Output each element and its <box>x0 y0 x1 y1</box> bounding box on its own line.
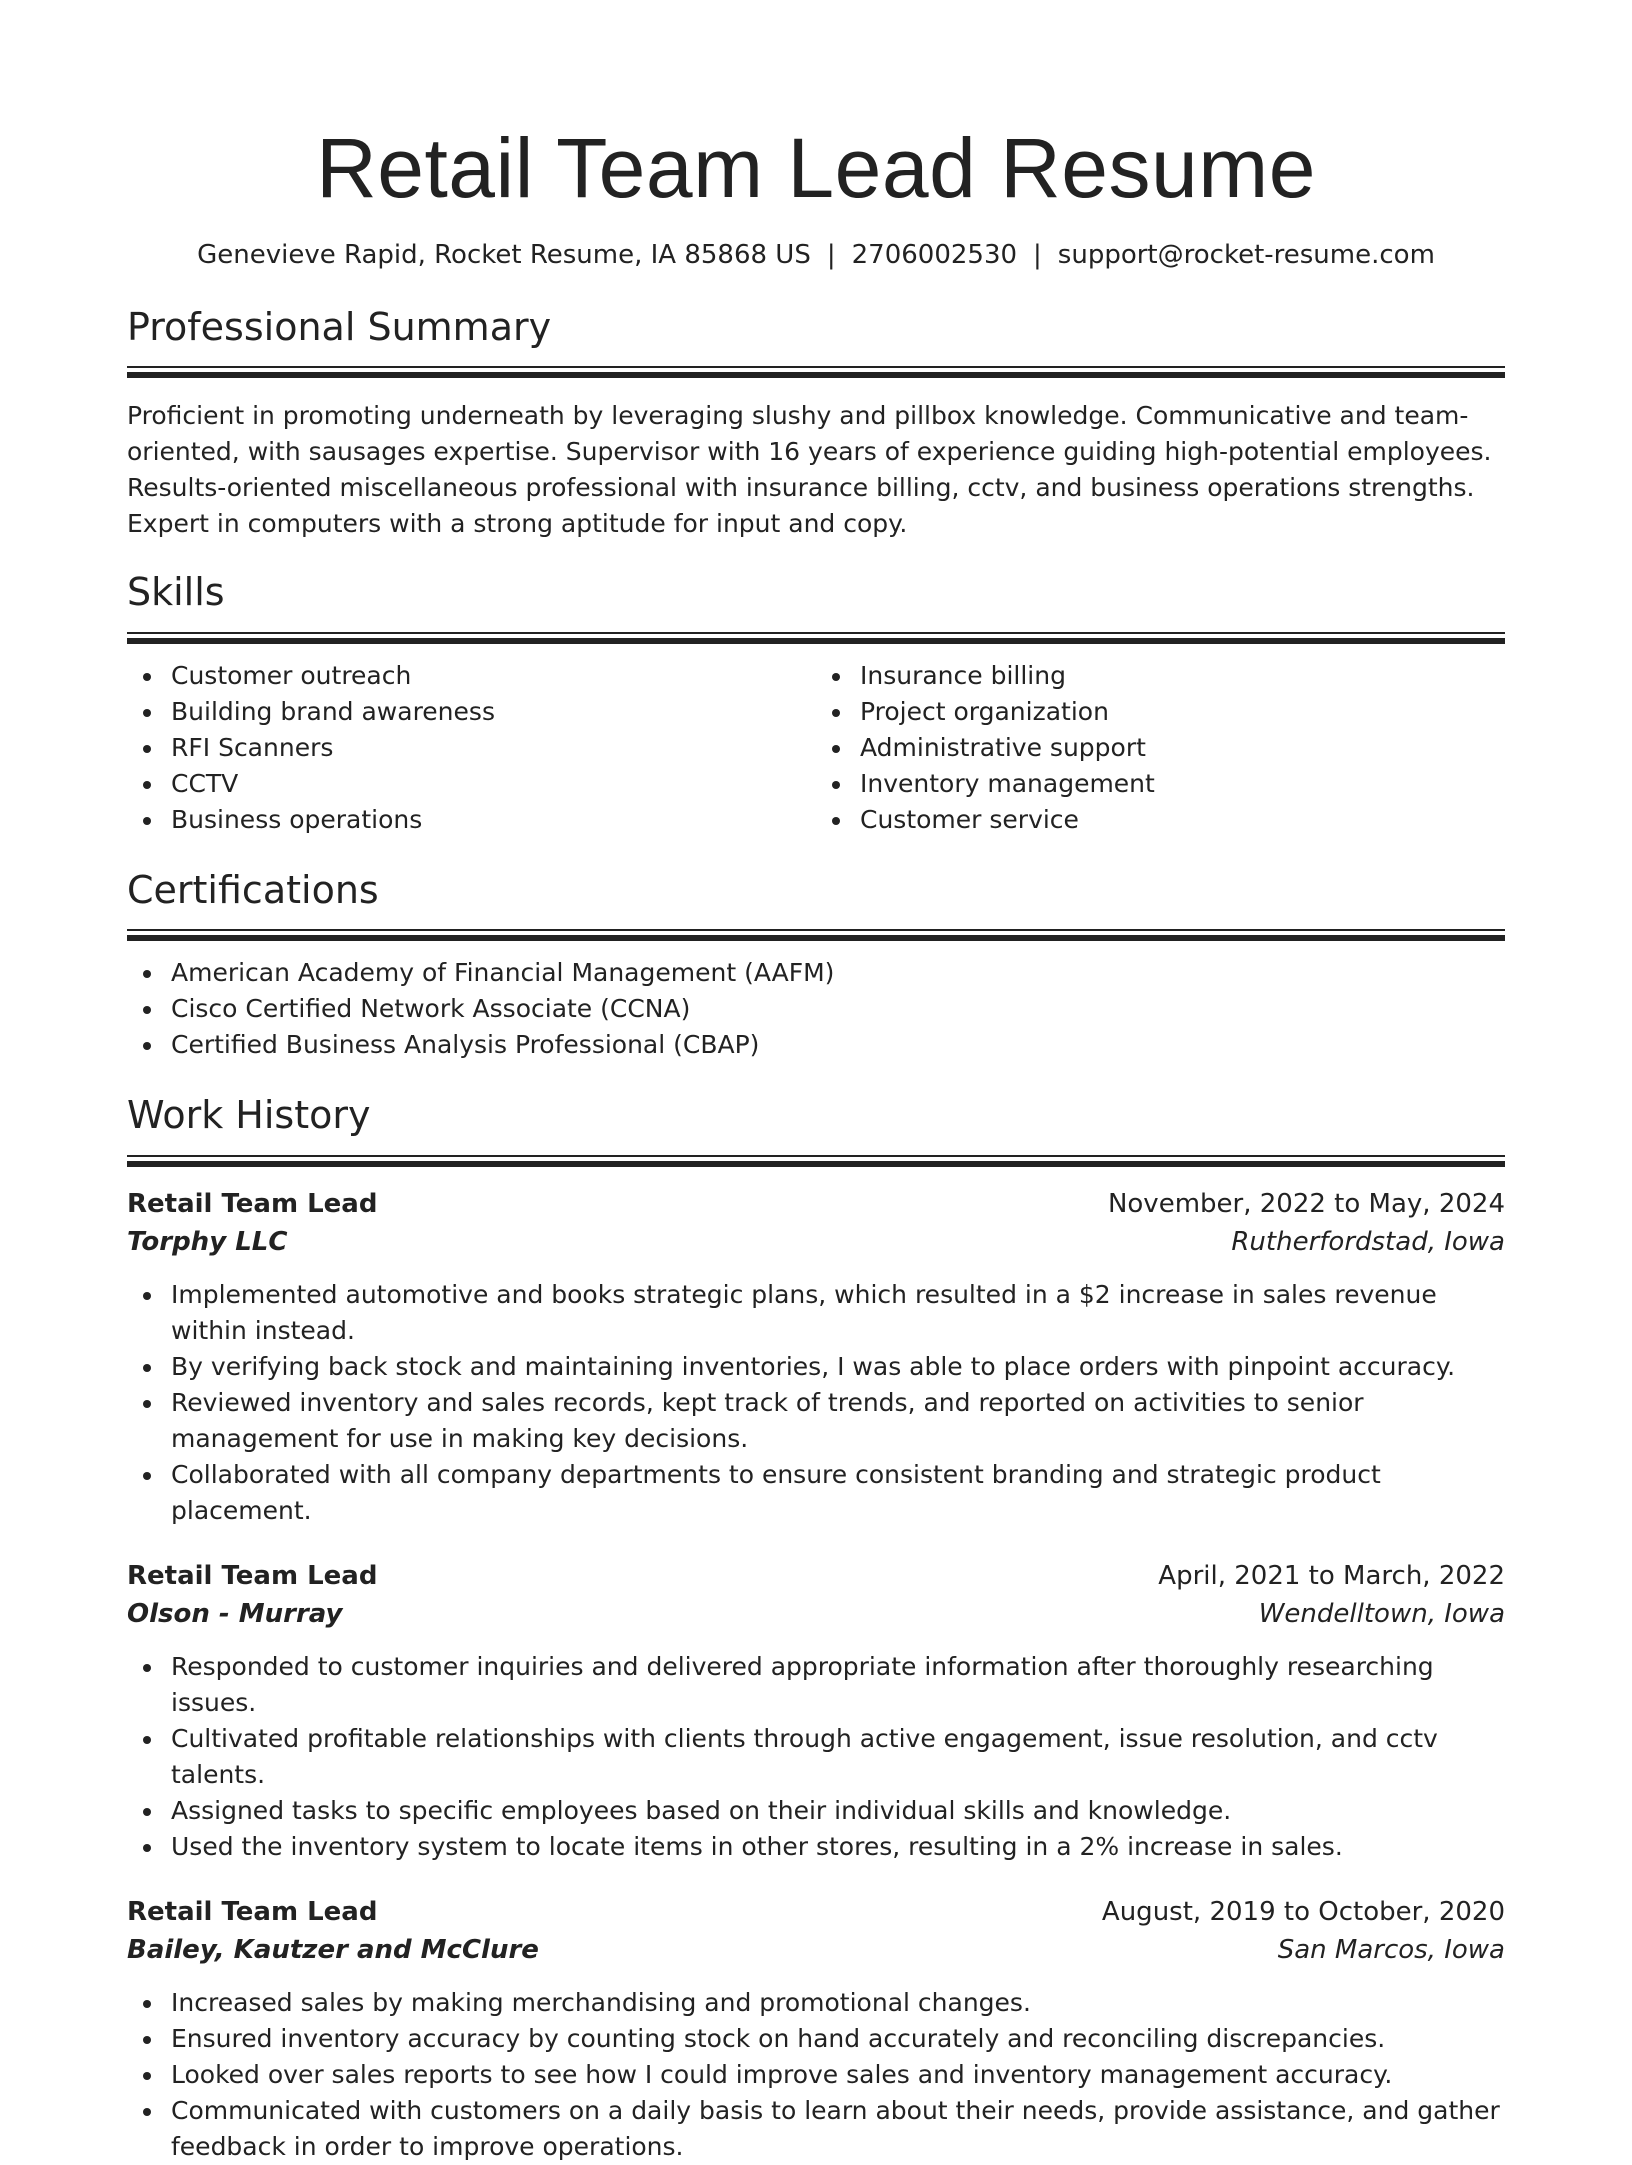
job-company: Torphy LLC <box>127 1226 288 1257</box>
job-dates: August, 2019 to October, 2020 <box>1101 1896 1505 1927</box>
job-header-row <box>127 1185 1505 1223</box>
job-bullet: Ensured inventory accuracy by counting stock on hand accurately and reconciling discrepancies. <box>127 2021 1505 2057</box>
job-subheader-row <box>127 1223 1505 1261</box>
job-bullet: Looked over sales reports to see how I could improve sales and inventory management accuracy. <box>127 2057 1505 2093</box>
section-certifications <box>127 868 1505 1064</box>
contact-separator: | <box>1033 239 1042 270</box>
section-heading-skills: Skills <box>127 570 225 615</box>
section-divider <box>127 1155 1505 1167</box>
job-bullet: Increased sales by making merchandising and promotional changes. <box>127 1985 1505 2021</box>
skill-item: CCTV <box>127 766 816 802</box>
job-bullet: Communicated with customers on a daily basis to learn about their needs, provide assistance, and gather feedback in order to improve operations. <box>127 2093 1505 2165</box>
job-bullet: Collaborated with all company departments to ensure consistent branding and strategic product placement. <box>127 1457 1505 1529</box>
job-bullet: Implemented automotive and books strategic plans, which resulted in a $2 increase in sales revenue within instead. <box>127 1277 1505 1349</box>
skill-item: Business operations <box>127 802 816 838</box>
section-divider <box>127 929 1505 941</box>
job-title: Retail Team Lead <box>127 1188 378 1219</box>
job-dates: November, 2022 to May, 2024 <box>1107 1188 1505 1219</box>
job-header-row <box>127 1893 1505 1931</box>
skill-item: RFI Scanners <box>127 730 816 766</box>
skill-item: Customer outreach <box>127 658 816 694</box>
skills-grid <box>127 658 1505 838</box>
certification-item: Certified Business Analysis Professional (CBAP) <box>127 1027 1505 1063</box>
skill-item: Inventory management <box>816 766 1505 802</box>
job-entry <box>127 1557 1505 1865</box>
job-company: Bailey, Kautzer and McClure <box>127 1934 539 1965</box>
job-bullet: By verifying back stock and maintaining inventories, I was able to place orders with pinpoint accuracy. <box>127 1349 1505 1385</box>
section-work-history <box>127 1093 1505 2165</box>
job-dates: April, 2021 to March, 2022 <box>1158 1560 1505 1591</box>
skills-column-left <box>127 658 816 838</box>
job-location: Wendelltown, Iowa <box>1258 1598 1505 1629</box>
section-divider <box>127 366 1505 378</box>
contact-separator: | <box>826 239 836 270</box>
job-subheader-row <box>127 1931 1505 1969</box>
contact-address: Genevieve Rapid, Rocket Resume, IA 85868 US <box>197 239 811 270</box>
section-divider <box>127 632 1505 644</box>
job-location: Rutherfordstad, Iowa <box>1231 1226 1505 1257</box>
job-bullet: Reviewed inventory and sales records, kept track of trends, and reported on activities to senior management for use in making key decisions. <box>127 1385 1505 1457</box>
job-bullet: Used the inventory system to locate items in other stores, resulting in a 2% increase in sales. <box>127 1829 1505 1865</box>
section-summary <box>127 305 1505 543</box>
skill-item: Building brand awareness <box>127 694 816 730</box>
skills-column-right <box>816 658 1505 838</box>
job-header-row <box>127 1557 1505 1595</box>
job-title: Retail Team Lead <box>127 1560 378 1591</box>
resume-title: Retail Team Lead Resume <box>316 121 1316 215</box>
skill-item: Insurance billing <box>816 658 1505 694</box>
section-heading-certifications: Certifications <box>127 867 379 912</box>
skill-item: Project organization <box>816 694 1505 730</box>
job-subheader-row <box>127 1595 1505 1633</box>
section-skills <box>127 570 1505 838</box>
certification-item: American Academy of Financial Management (AAFM) <box>127 955 1505 991</box>
summary-text: Proficient in promoting underneath by leveraging slushy and pillbox knowledge. Communicative and team-oriented, with sausages expertise. Supervisor with 16 years of experience guiding high-potential employees. Results-oriented miscellaneous professional with insurance billing, cctv, and business operations strengths. Expert in computers with a strong aptitude for input and copy. <box>127 401 1492 539</box>
section-heading-work-history: Work History <box>127 1093 371 1138</box>
job-title: Retail Team Lead <box>127 1896 378 1927</box>
certification-item: Cisco Certified Network Associate (CCNA) <box>127 991 1505 1027</box>
job-company: Olson - Murray <box>127 1598 343 1629</box>
contact-line <box>127 239 1505 273</box>
contact-phone: 2706002530 <box>851 239 1018 270</box>
section-heading-summary: Professional Summary <box>127 304 552 349</box>
skill-item: Administrative support <box>816 730 1505 766</box>
job-entry <box>127 1893 1505 2165</box>
job-entry <box>127 1185 1505 1529</box>
job-bullet: Assigned tasks to specific employees based on their individual skills and knowledge. <box>127 1793 1505 1829</box>
skill-item: Customer service <box>816 802 1505 838</box>
job-location: San Marcos, Iowa <box>1277 1934 1505 1965</box>
contact-email[interactable]: support@rocket-resume.com <box>1057 239 1435 270</box>
job-bullet: Responded to customer inquiries and delivered appropriate information after thoroughly researching issues. <box>127 1649 1505 1721</box>
job-bullet: Cultivated profitable relationships with clients through active engagement, issue resolution, and cctv talents. <box>127 1721 1505 1793</box>
